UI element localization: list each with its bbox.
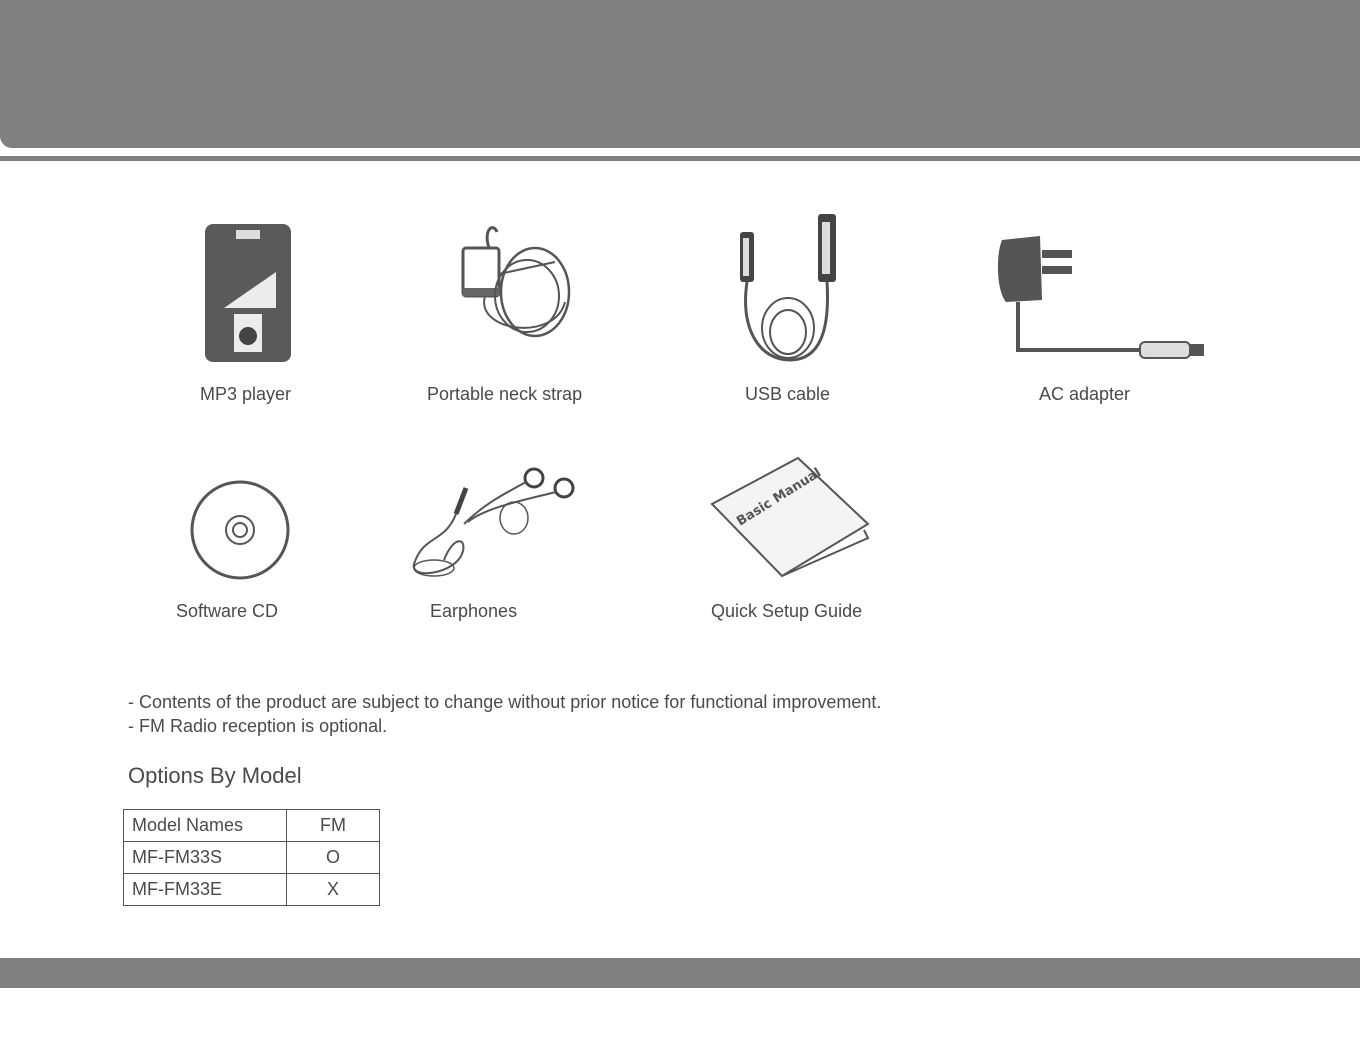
- item-label: Earphones: [430, 601, 518, 621]
- header-model-names: Model Names: [124, 810, 287, 842]
- item-label: USB cable: [745, 384, 831, 404]
- header-fm: FM: [287, 810, 380, 842]
- item-label: Portable neck strap: [427, 384, 583, 404]
- neck-strap-icon: [455, 222, 585, 342]
- table-header-row: [124, 810, 380, 842]
- manual-cover-text: Basic Manual: [734, 465, 825, 530]
- header-band: [0, 0, 1360, 148]
- item-label: Quick Setup Guide: [711, 601, 863, 621]
- table-row: [124, 842, 380, 874]
- table-row: [124, 874, 380, 906]
- header-rule: [0, 156, 1360, 161]
- item-label: MP3 player: [200, 384, 292, 404]
- model-name-cell: MF-FM33E: [124, 874, 287, 906]
- section-title: Options By Model: [128, 763, 302, 788]
- ac-adapter-icon: [990, 230, 1210, 370]
- mp3-player-icon: [200, 220, 300, 370]
- note-contents-change: - Contents of the product are subject to change without prior notice for functional improvement.: [128, 692, 882, 712]
- item-label: Software CD: [176, 601, 279, 621]
- item-label: AC adapter: [1039, 384, 1131, 404]
- footer-band: [0, 958, 1360, 988]
- model-name-cell: MF-FM33S: [124, 842, 287, 874]
- fm-cell: O: [287, 842, 380, 874]
- cd-icon: [188, 478, 292, 582]
- fm-cell: X: [287, 874, 380, 906]
- earphones-icon: [404, 464, 584, 584]
- note-fm-optional: - FM Radio reception is optional.: [128, 716, 388, 736]
- usb-cable-icon: [730, 210, 850, 370]
- manual-icon: [704, 452, 884, 582]
- options-by-model-table: [123, 809, 380, 906]
